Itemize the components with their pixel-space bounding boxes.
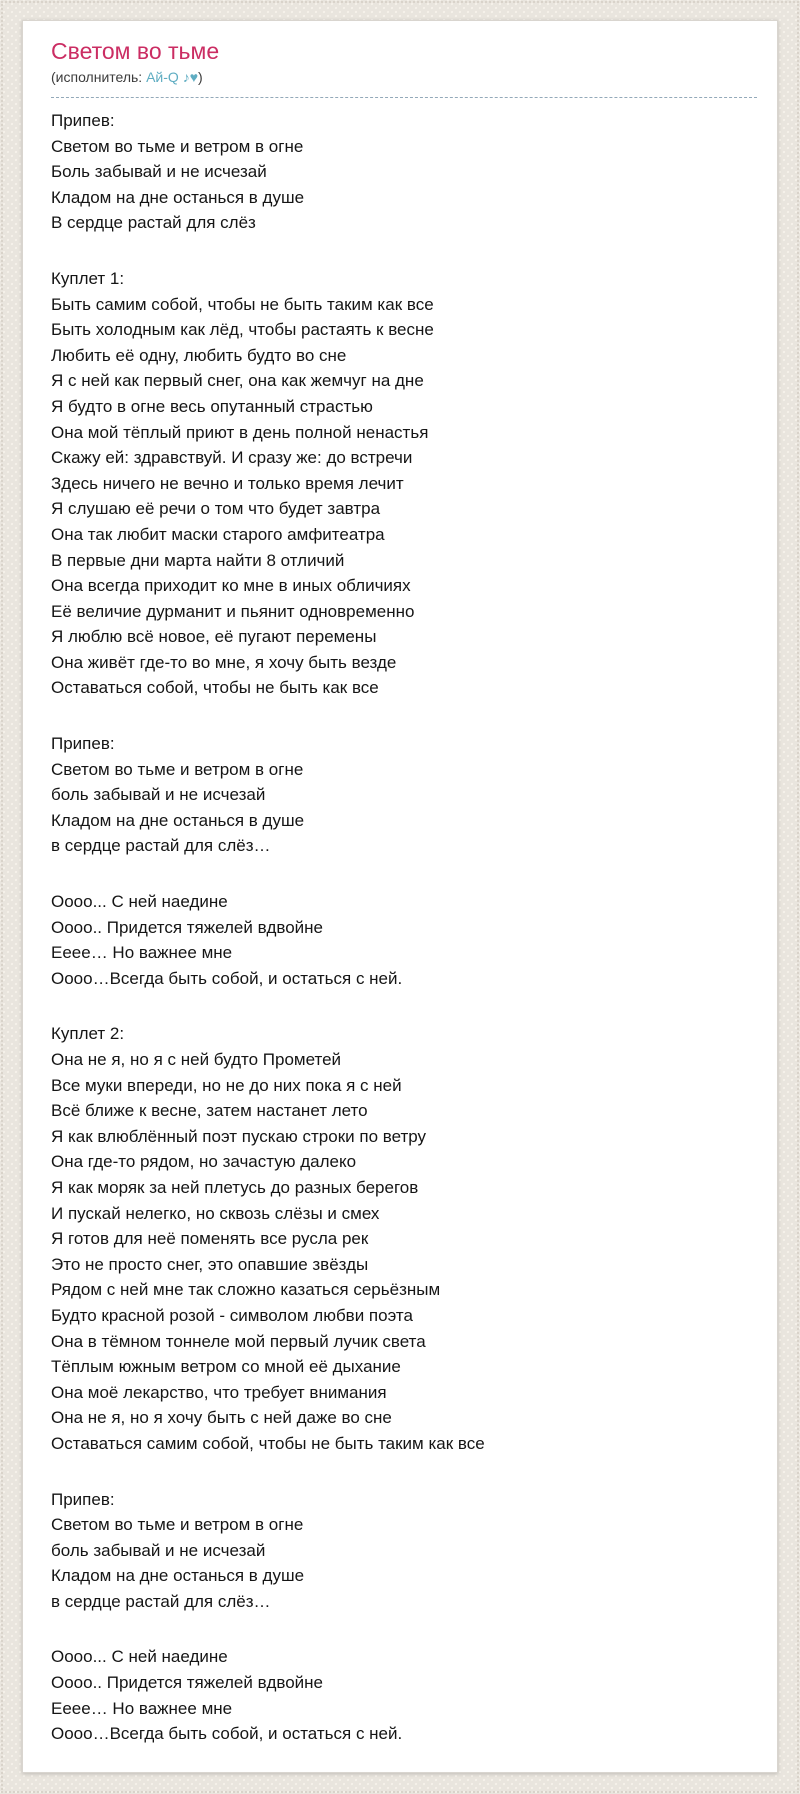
lyrics-line: Припев: — [51, 111, 115, 130]
lyrics-line: Ееее… Но важнее мне — [51, 1698, 233, 1718]
lyrics-line: Она где-то рядом, но зачастую далеко — [51, 1152, 357, 1172]
lyrics-line: Она всегда приходит ко мне в иных обличиях — [51, 576, 411, 596]
lyrics-line: Скажу ей: здравствуй. И сразу же: до встречи — [51, 448, 413, 468]
lyrics-line: Я готов для неё поменять все русла рек — [51, 1229, 369, 1249]
lyrics-line: Она живёт где-то во мне, я хочу быть везде — [51, 652, 397, 672]
lyrics-line: Кладом на дне останься в душе — [51, 187, 305, 207]
lyrics-line: Кладом на дне останься в душе — [51, 810, 305, 830]
lyrics-line: Припев: — [51, 1489, 115, 1509]
lyrics-line: Светом во тьме и ветром в огне — [51, 136, 304, 156]
lyrics-line: Куплет 1: — [51, 268, 125, 288]
lyrics-line: Я с ней как первый снег, она как жемчуг на дне — [51, 371, 424, 391]
stanza — [51, 731, 757, 859]
lyrics-line: В сердце растай для слёз — [51, 213, 256, 233]
lyrics-line: Я будто в огне весь опутанный страстью — [51, 396, 373, 416]
stanza — [51, 266, 757, 701]
lyrics-line: Будто красной розой - символом любви поэта — [51, 1305, 413, 1325]
lyrics-line: Я люблю всё новое, её пугают перемены — [51, 627, 377, 647]
lyrics-line: Куплет 2: — [51, 1024, 125, 1044]
lyrics-line: Тёплым южным ветром со мной её дыхание — [51, 1357, 401, 1377]
lyrics-line: Оставаться самим собой, чтобы не быть таким как все — [51, 1433, 485, 1453]
stanza — [51, 108, 757, 236]
lyrics-line: Я как влюблённый поэт пускаю строки по ветру — [51, 1126, 427, 1146]
lyrics-line: Она так любит маски старого амфитеатра — [51, 524, 385, 544]
lyrics-line: Боль забывай и не исчезай — [51, 162, 267, 182]
artist-line — [51, 67, 757, 98]
lyrics-line: Все муки впереди, но не до них пока я с ней — [51, 1075, 402, 1095]
lyrics-line: Кладом на дне останься в душе — [51, 1566, 305, 1586]
lyrics-line: Припев: — [51, 734, 115, 754]
lyrics-line: Оооо…Всегда быть собой, и остаться с ней. — [51, 968, 403, 988]
page-title: Светом во тьме — [51, 38, 220, 64]
lyrics-line: И пускай нелегко, но сквозь слёзы и смех — [51, 1203, 380, 1223]
stanza — [51, 889, 757, 991]
lyrics-line: Здесь ничего не вечно и только время лечит — [51, 473, 404, 493]
lyrics-line: Рядом с ней мне так сложно казаться серьёзным — [51, 1280, 441, 1300]
stanza — [51, 1644, 757, 1746]
lyrics-line: Я слушаю её речи о том что будет завтра — [51, 499, 381, 519]
lyrics-line: Всё ближе к весне, затем настанет лето — [51, 1101, 368, 1121]
song-header — [51, 37, 757, 98]
artist-label-close: ) — [198, 69, 203, 85]
lyrics-line: Она мой тёплый приют в день полной ненастья — [51, 422, 429, 442]
lyrics-line: Ееее… Но важнее мне — [51, 943, 233, 963]
lyrics-line: боль забывай и не исчезай — [51, 785, 266, 805]
lyrics-line: Оооо…Всегда быть собой, и остаться с ней. — [51, 1724, 403, 1744]
lyrics-line: Оооо.. Придется тяжелей вдвойне — [51, 917, 323, 937]
lyrics — [51, 108, 757, 1747]
lyrics-line: Быть холодным как лёд, чтобы растаять к весне — [51, 320, 434, 340]
lyrics-card — [22, 20, 778, 1773]
lyrics-line: Оставаться собой, чтобы не быть как все — [51, 678, 379, 698]
lyrics-line: Светом во тьме и ветром в огне — [51, 759, 304, 779]
lyrics-line: Я как моряк за ней плетусь до разных берегов — [51, 1177, 419, 1197]
lyrics-line: в сердце растай для слёз… — [51, 836, 271, 856]
lyrics-line: боль забывай и не исчезай — [51, 1540, 266, 1560]
stanza — [51, 1021, 757, 1456]
lyrics-line: В первые дни марта найти 8 отличий — [51, 550, 345, 570]
lyrics-line: Она не я, но я хочу быть с ней даже во сне — [51, 1408, 392, 1428]
stanza — [51, 1487, 757, 1615]
lyrics-line: Она моё лекарство, что требует внимания — [51, 1382, 387, 1402]
lyrics-line: Светом во тьме и ветром в огне — [51, 1515, 304, 1535]
lyrics-line: Любить её одну, любить будто во сне — [51, 345, 347, 365]
lyrics-line: Её величие дурманит и пьянит одновременно — [51, 601, 415, 621]
lyrics-line: Оооо.. Придется тяжелей вдвойне — [51, 1673, 323, 1693]
artist-link[interactable]: Ай-Q ♪♥ — [146, 69, 199, 85]
lyrics-line: Она в тёмном тоннеле мой первый лучик света — [51, 1331, 426, 1351]
lyrics-line: Оооо... С ней наедине — [51, 1647, 228, 1667]
lyrics-line: Это не просто снег, это опавшие звёзды — [51, 1254, 369, 1274]
artist-label: (исполнитель: — [51, 69, 147, 85]
lyrics-line: Быть самим собой, чтобы не быть таким как все — [51, 294, 434, 314]
lyrics-line: в сердце растай для слёз… — [51, 1591, 271, 1611]
lyrics-line: Она не я, но я с ней будто Прометей — [51, 1050, 342, 1069]
lyrics-line: Оооо... С ней наедине — [51, 892, 228, 912]
